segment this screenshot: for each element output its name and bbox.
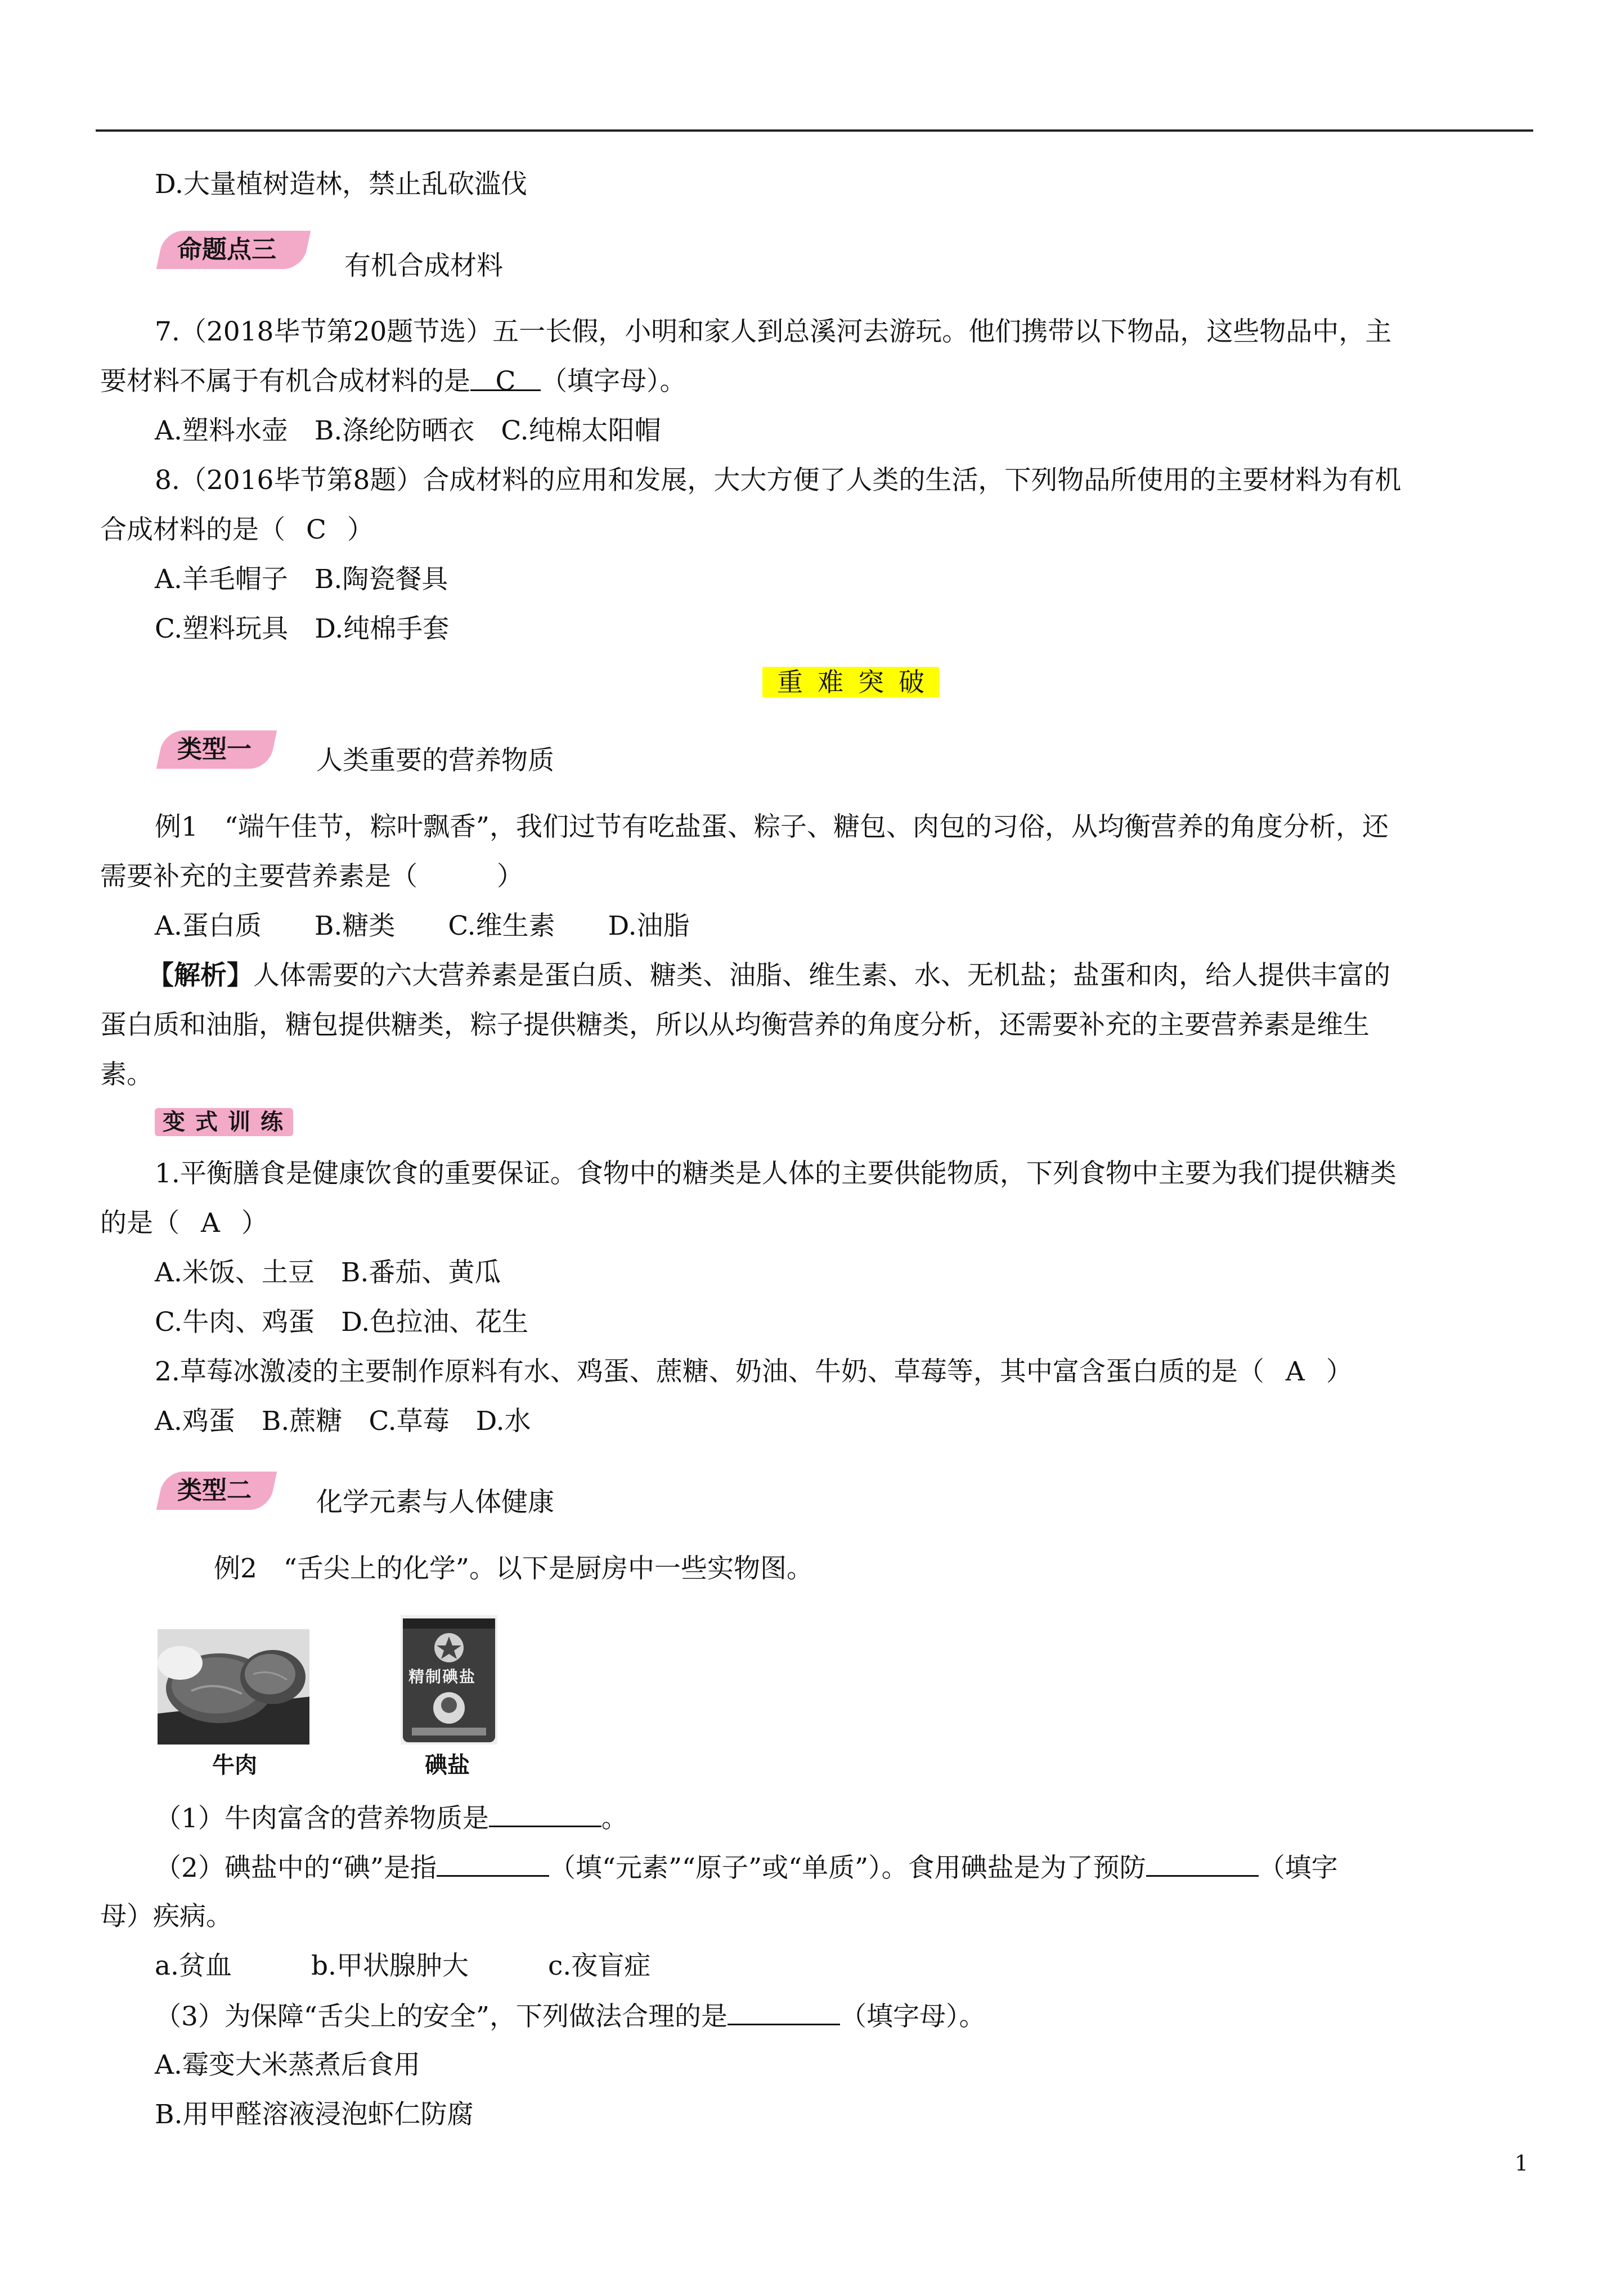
p1-text: 的是（ (100, 1208, 179, 1239)
ex2-q3 (155, 1999, 985, 2034)
q8-answer: C (306, 514, 326, 545)
q7-options: A.塑料水壶 B.涤纶防晒衣 C.纯棉太阳帽 (155, 415, 661, 446)
type2-title: 化学元素与人体健康 (316, 1487, 554, 1518)
p2-answer: A (1285, 1356, 1305, 1387)
q8-line1: 8.（2016毕节第8题）合成材料的应用和发展，大大方便了人类的生活，下列物品所使用的主要材料为有机 (155, 465, 1402, 496)
ex2-q1 (155, 1801, 628, 1836)
q3-blank (728, 1999, 840, 2025)
header-rule (96, 129, 1533, 132)
p2-text: 2.草莓冰激凌的主要制作原料有水、鸡蛋、蔗糖、奶油、牛奶、草莓等，其中富含蛋白质的是（ (155, 1356, 1264, 1387)
q3-option-b: B.用甲醛溶液浸泡虾仁防腐 (155, 2099, 474, 2130)
salt-bag-label: 精制碘盐 (408, 1667, 477, 1686)
q8-line2 (100, 513, 374, 547)
beef-caption: 牛肉 (212, 1752, 257, 1778)
q8-options-1: A.羊毛帽子 B.陶瓷餐具 (155, 564, 448, 595)
salt-caption: 碘盐 (425, 1752, 470, 1778)
page-number: 1 (1515, 2151, 1529, 2176)
q1-text: （1）牛肉富含的营养物质是 (155, 1803, 489, 1834)
ex2-q2-options: a.贫血 b.甲状腺肿大 c.夜盲症 (155, 1950, 651, 1981)
p2-text-post: ） (1326, 1356, 1353, 1387)
ex1-line1: 例1 “端午佳节，粽叶飘香”，我们过节有吃盐蛋、粽子、糖包、肉包的习俗，从均衡营养的角度分析，还 (155, 811, 1389, 842)
ex2-q2-line2: 母）疾病。 (100, 1901, 232, 1932)
q7-answer-blank (470, 365, 541, 397)
zhongnan-heading (762, 662, 939, 699)
q1-blank (489, 1801, 601, 1827)
p2-line1 (155, 1355, 1353, 1389)
section-tag-label: 命题点三 (177, 235, 276, 264)
bianshi-label-box (155, 1104, 293, 1136)
type1-tag-label: 类型一 (177, 735, 252, 764)
p1-answer: A (201, 1208, 220, 1239)
ex2-q2-line1 (155, 1850, 1338, 1885)
analysis-line1 (147, 959, 1390, 993)
zhongnan-highlight: 重难突破 (762, 667, 939, 697)
q3-option-a: A.霉变大米蒸煮后食用 (155, 2050, 420, 2080)
p2-options: A.鸡蛋 B.蔗糖 C.草莓 D.水 (155, 1406, 531, 1437)
p1-options-2: C.牛肉、鸡蛋 D.色拉油、花生 (155, 1307, 529, 1338)
ex1-line2: 需要补充的主要营养素是（ ） (100, 861, 523, 892)
analysis-text: 人体需要的六大营养素是蛋白质、糖类、油脂、维生素、水、无机盐；盐蛋和肉，给人提供丰富的 (253, 960, 1390, 991)
option-d-line: D.大量植树造林，禁止乱砍滥伐 (155, 169, 527, 200)
q7-answer: C (495, 366, 516, 397)
p1-line1: 1.平衡膳食是健康饮食的重要保证。食物中的糖类是人体的主要供能物质，下列食物中主要为我们提供糖类 (155, 1158, 1397, 1189)
q7-line2 (100, 365, 686, 398)
q2-text-a: （2）碘盐中的“碘”是指 (155, 1853, 437, 1884)
q7-line1: 7.（2018毕节第20题节选）五一长假，小明和家人到总溪河去游玩。他们携带以下物品，这些物品中，主 (155, 316, 1392, 347)
q2-blank-2 (1146, 1850, 1259, 1877)
q2-text-c: （填字 (1258, 1853, 1338, 1884)
ex2-line: 例2 “舌尖上的化学”。以下是厨房中一些实物图。 (214, 1553, 813, 1584)
q7-text: 要材料不属于有机合成材料的是 (100, 366, 470, 397)
beef-image (158, 1629, 309, 1745)
beef-picture (158, 1629, 309, 1745)
type2-tag (156, 1472, 277, 1510)
ex1-options: A.蛋白质 B.糖类 C.维生素 D.油脂 (155, 911, 690, 941)
q3-text-post: （填字母）。 (839, 2001, 986, 2032)
bianshi-label: 变式训练 (155, 1108, 293, 1136)
q8-options-2: C.塑料玩具 D.纯棉手套 (155, 613, 450, 644)
analysis-line3: 素。 (100, 1059, 153, 1090)
q8-text: 合成材料的是（ (100, 514, 285, 545)
q1-text-post: 。 (601, 1803, 628, 1834)
p1-line2 (100, 1207, 268, 1240)
analysis-line2: 蛋白质和油脂，糖包提供糖类，粽子提供糖类，所以从均衡营养的角度分析，还需要补充的主要营养素是维生 (100, 1010, 1369, 1041)
p1-text-post: ） (241, 1208, 268, 1239)
analysis-label: 【解析】 (147, 960, 253, 991)
type2-tag-label: 类型二 (177, 1476, 252, 1505)
q3-text: （3）为保障“舌尖上的安全”，下列做法合理的是 (155, 2001, 728, 2032)
q2-blank-1 (437, 1850, 549, 1877)
section-title: 有机合成材料 (344, 250, 503, 281)
salt-image (401, 1615, 497, 1745)
section-tag-mingtidian3 (156, 231, 311, 269)
q8-text-post: ） (347, 514, 374, 545)
q2-text-b: （填“元素”“原子”或“单质”）。食用碘盐是为了预防 (549, 1853, 1146, 1884)
q7-text-post: （填字母）。 (541, 366, 686, 397)
type1-title: 人类重要的营养物质 (316, 745, 554, 776)
type1-tag (156, 730, 277, 769)
p1-options-1: A.米饭、土豆 B.番茄、黄瓜 (155, 1257, 501, 1288)
